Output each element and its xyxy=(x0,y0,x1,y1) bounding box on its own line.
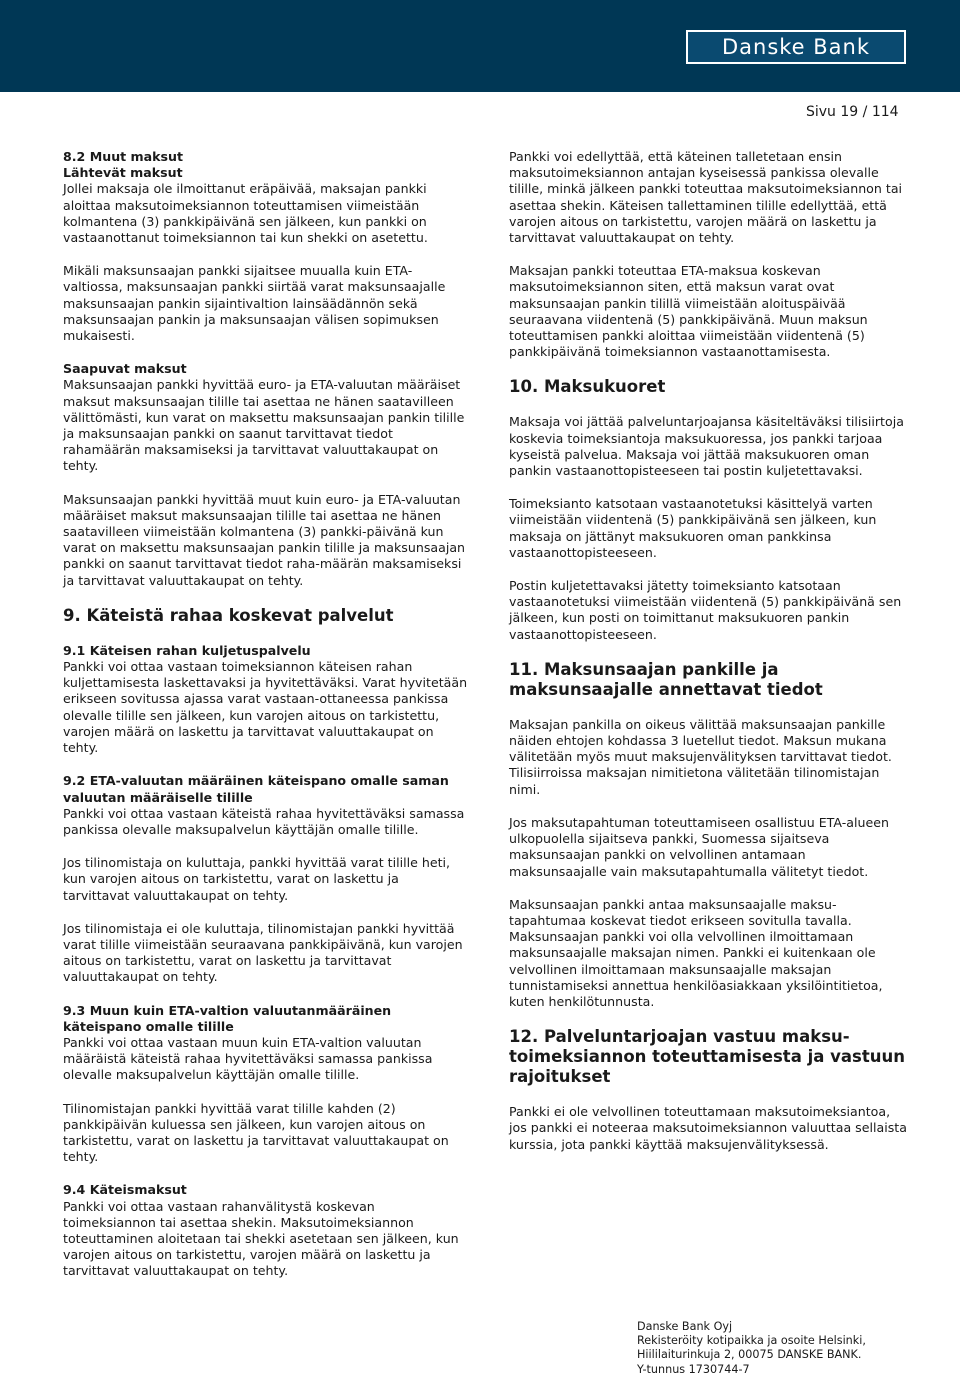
paragraph: Jos tilinomistaja on kuluttaja, pankki hyvittää varat tilille heti, kun varojen aitous on tarkistettu, varat on laskettu ja tarvittavat valuuttakaupat on tehty. xyxy=(63,855,451,903)
paragraph: Pankki ei ole velvollinen toteuttamaan maksutoimeksiantoa, jos pankki ei noteeraa maksutoimeksiannon valuuttaa sellaista kurssia, jota pankki käyttää maksujenvälityksessä. xyxy=(509,1104,907,1152)
section-8-2-title: 8.2 Muut maksut xyxy=(63,149,184,164)
footer-company: Danske Bank Oyj xyxy=(637,1320,733,1333)
paragraph: Maksunsaajan pankki hyvittää muut kuin euro- ja ETA-valuutan määräiset maksut maksunsaajan tilille tai asettaa ne hänen saatavilleen viimeistään kolmantena (3) pankki-päivänä kun varat on maksettu maksunsaajan pankin tilille ja maksunsaajan pankki on saanut tarvittavat tiedot raha-määrän maksamiseksi ja tarvittavat valuuttakaupat on tehty. xyxy=(63,491,466,588)
right-column xyxy=(509,149,907,1170)
paragraph: Maksaja voi jättää palveluntarjoajansa käsiteltäväksi tilisiirtoja koskevia toimeksiantoja maksukuoressa, jos pankki tarjoaa kyseistä palvelua. Maksaja voi jättää maksukuoren oman pankin vastaanottopisteeseen tai postin kuljetettavaksi. xyxy=(509,414,904,479)
section-8-2 xyxy=(63,149,468,246)
paragraph: Pankki voi ottaa vastaan käteistä rahaa hyvitettäväksi samassa pankissa olevalle maksupalvelun käyttäjän omalle tilille. xyxy=(63,805,465,837)
logo-text: Danske Bank xyxy=(721,34,871,59)
section-10-heading: 10. Maksukuoret xyxy=(509,377,666,397)
section-9-1 xyxy=(63,643,468,756)
header-band xyxy=(0,0,960,92)
footer xyxy=(637,1320,937,1377)
paragraph: Maksajan pankilla on oikeus välittää maksunsaajan pankille näiden ehtojen kohdassa 3 luetellut tiedot. Maksun mukana välitetään myös muut maksujenvälityksen tarvittavat tiedot. Tilisiirroissa maksajan nimitietona välitetään tilinomistajan nimi. xyxy=(509,716,892,797)
footer-line: Rekisteröity kotipaikka ja osoite Helsinki, xyxy=(637,1334,866,1348)
section-9-2-title: 9.2 ETA-valuutan määräinen käteispano omalle saman valuutan määräiselle tilille xyxy=(63,773,449,805)
paragraph: Maksunsaajan pankki antaa maksunsaajalle maksu-tapahtumaa koskevat tiedot erikseen sovitulla tavalla. Maksunsaajan pankki voi olla velvollinen ilmoittamaan maksunsaajalle maksajan nimen. Pankki ei kuitenkaan ole velvollinen ilmoittamaan maksunsaajalle maksajan tunnistamiseksi annettua henkilöasiakkaan yksilöintitietoa, kuten henkilötunnusta. xyxy=(509,896,883,1009)
footer-line: Hiililaiturinkuja 2, 00075 DANSKE BANK. xyxy=(637,1348,862,1362)
left-column xyxy=(63,149,468,1297)
paragraph: Pankki voi edellyttää, että käteinen talletetaan ensin maksutoimeksiannon antajan kyseisessä pankissa olevalle tilille, minkä jälkeen pankki toteuttaa maksutoimeksiannon tai asettaa shekin. Käteisen tallettaminen tilille edellyttää, että varojen aitous on tarkistettu, varojen määrä on laskettu ja tarvittavat valuuttakaupat on tehty. xyxy=(509,149,903,246)
section-9-2 xyxy=(63,773,468,838)
incoming-payments-title: Saapuvat maksut xyxy=(63,361,187,377)
paragraph: Pankki voi ottaa vastaan toimeksiannon käteisen rahan kuljettamisesta laskettavaksi ja hyvitettäväksi. Varat hyvitetään erikseen sovitussa ajassa varat vastaan-ottaneessa pankissa olevalle tilille sen jälkeen, kun varojen aitous on tarkistettu, varojen määrä on laskettu ja tarvittavat valuuttakaupat on tehty. xyxy=(63,659,468,756)
page-number: Sivu 19 / 114 xyxy=(806,104,899,120)
section-9-1-title: 9.1 Käteisen rahan kuljetuspalvelu xyxy=(63,642,311,658)
section-12-heading: 12. Palveluntarjoajan vastuu maksu-toimeksiannon toteuttamisesta ja vastuun rajoitukset xyxy=(509,1027,905,1087)
paragraph: Jos tilinomistaja ei ole kuluttaja, tilinomistajan pankki hyvittää varat tilille viimeistään seuraavana pankkipäivänä, kun varojen aitous on tarkistettu, varat on laskettu ja tarvittavat valuuttakaupat on tehty. xyxy=(63,920,463,985)
paragraph: Mikäli maksunsaajan pankki sijaitsee muualla kuin ETA-valtiossa, maksunsaajan pankki siirtää varat maksunsaajalle maksunsaajan pankin sijaintivaltion lainsäädännön sekä maksunsaajan pankin ja maksunsaajan välisen sopimuksen mukaisesti. xyxy=(63,263,446,344)
paragraph: Maksunsaajan pankki hyvittää euro- ja ETA-valuutan määräiset maksut maksunsaajan tilille tai asettaa ne hänen saatavilleen välittömästi, kun varat on maksettu maksunsaajan pankin tilille ja maksunsaajan pankki on saanut tarvittavat tiedot rahamäärän maksamiseksi ja tarvittavat valuuttakaupat on tehty. xyxy=(63,377,465,474)
section-9-heading: 9. Käteistä rahaa koskevat palvelut xyxy=(63,605,394,625)
paragraph: Jollei maksaja ole ilmoittanut eräpäivää, maksajan pankki aloittaa maksutoimeksiannon toteuttamisen viimeistään kolmantena (3) pankkipäivänä sen jälkeen, kun pankki on vastaanottanut toimeksiannon tai kun shekki on asetettu. xyxy=(63,181,428,246)
incoming-payments xyxy=(63,361,468,474)
section-9-4 xyxy=(63,1182,468,1279)
section-9-3-title: 9.3 Muun kuin ETA-valtion valuutanmääräinen käteispano omalle tilille xyxy=(63,1002,392,1034)
paragraph: Tilinomistajan pankki hyvittää varat tilille kahden (2) pankkipäivän kuluessa sen jälkeen, kun varojen aitous on tarkistettu, varat on laskettu ja tarvittavat valuuttakaupat on tehty. xyxy=(63,1100,449,1165)
paragraph: Jos maksutapahtuman toteuttamiseen osallistuu ETA-alueen ulkopuolella sijaitseva pankki, Suomessa sijaitseva maksunsaajan pankki on velvollinen antamaan maksunsaajalle vain maksutapahtumalla välitetyt tiedot. xyxy=(509,814,889,879)
paragraph: Pankki voi ottaa vastaan rahanvälitystä koskevan toimeksiannon tai asettaa shekin. Maksutoimeksiannon toteuttaminen aloitetaan tai shekki asetetaan sen jälkeen, kun varojen aitous on tarkistettu, varojen määrä on laskettu ja tarvittavat valuuttakaupat on tehty. xyxy=(63,1198,459,1279)
danske-bank-logo xyxy=(686,30,906,64)
footer-business-id: Y-tunnus 1730744-7 xyxy=(637,1362,750,1376)
section-9-3 xyxy=(63,1003,468,1084)
paragraph: Postin kuljetettavaksi jätetty toimeksianto katsotaan vastaanotetuksi viimeistään viidentenä (5) pankkipäivänä sen jälkeen, kun posti on toimittanut maksukuoren pankin vastaanottopisteeseen. xyxy=(509,578,902,642)
section-11-heading: 11. Maksunsaajan pankille ja maksunsaajalle annettavat tiedot xyxy=(509,659,823,699)
paragraph: Maksajan pankki toteuttaa ETA-maksua koskevan maksutoimeksiannon siten, että maksun varat ovat maksunsaajan pankin tilillä viimeistään aloituspäivää seuraavana viidentenä (5) pankkipäivänä. Muun maksun toteuttamisen pankki aloittaa viimeistään viidentenä (5) pankkipäivänä toimeksiannon vastaanottamisesta. xyxy=(509,263,868,360)
section-9-4-title: 9.4 Käteismaksut xyxy=(63,1182,187,1198)
paragraph: Pankki voi ottaa vastaan muun kuin ETA-valtion valuutan määräistä käteistä rahaa hyvitettäväksi samassa pankissa olevalle maksupalvelun käyttäjän omalle tilille. xyxy=(63,1034,433,1083)
outgoing-payments-title: Lähtevät maksut xyxy=(63,165,183,181)
paragraph: Toimeksianto katsotaan vastaanotetuksi käsittelyä varten viimeistään viidentenä (5) pankkipäivänä sen jälkeen, kun maksaja on jättänyt maksukuoren oman pankkinsa vastaanottopisteeseen. xyxy=(509,496,877,560)
